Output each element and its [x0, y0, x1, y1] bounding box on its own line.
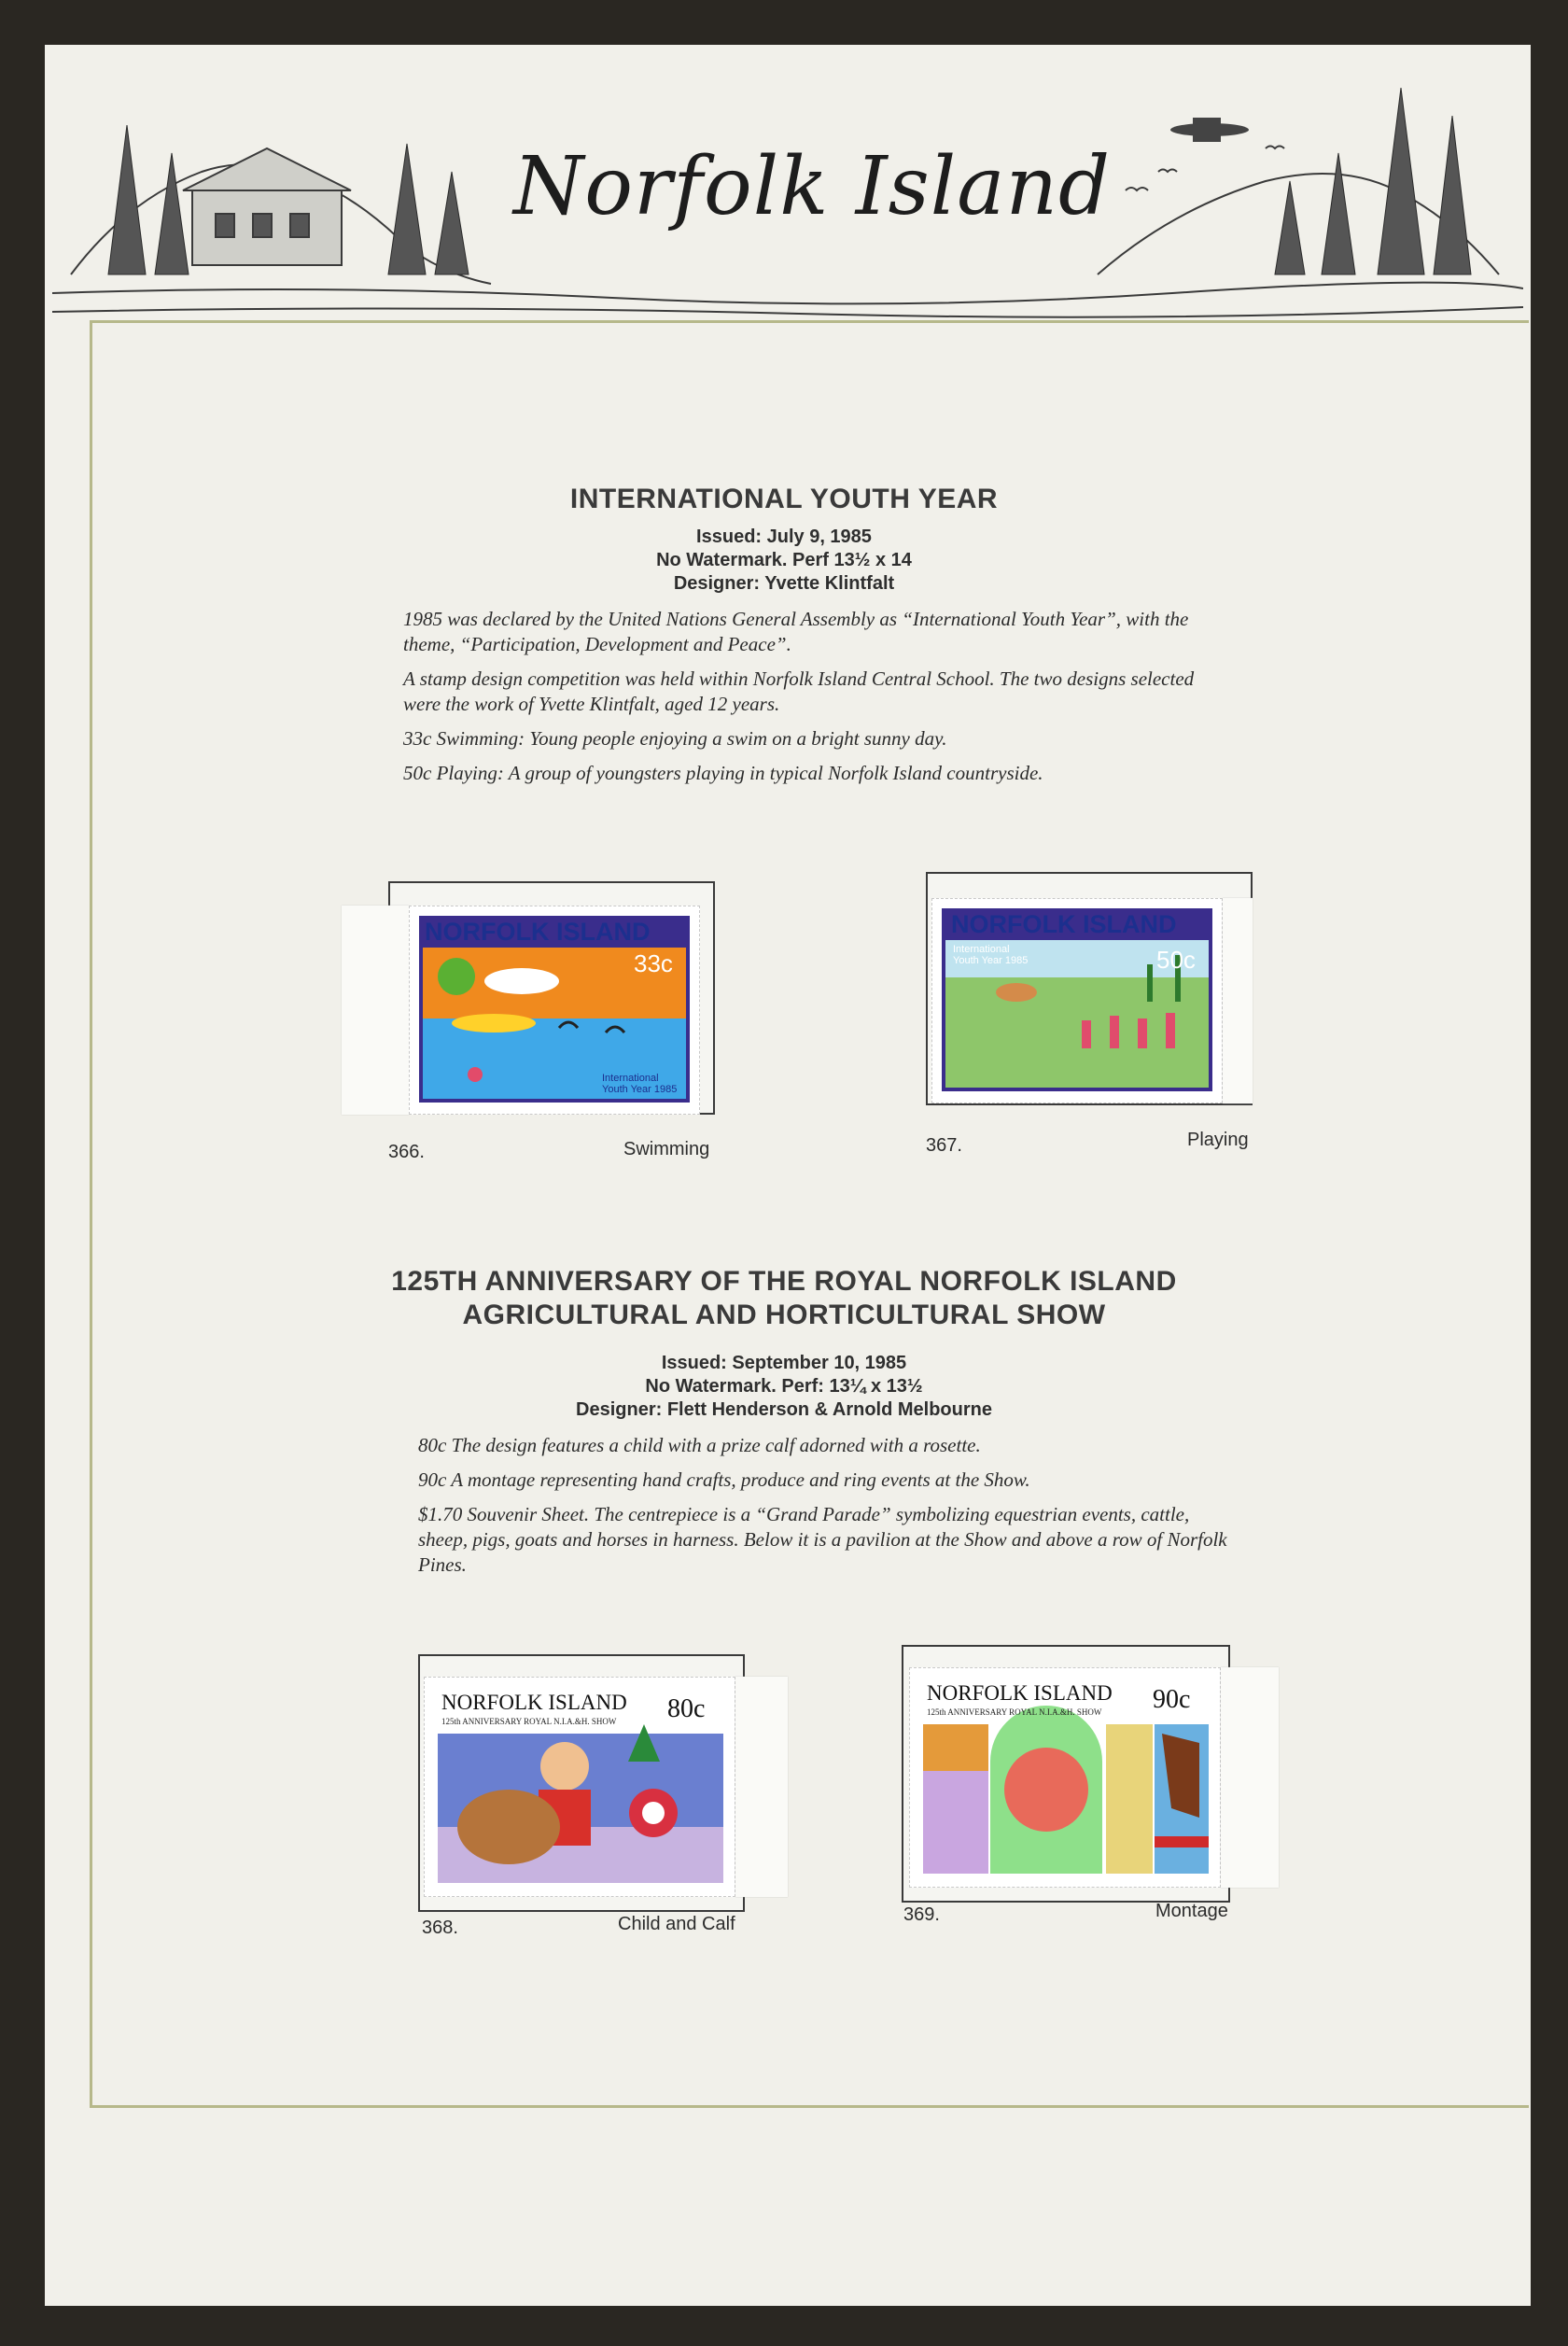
description-paragraph: A stamp design competition was held within Norfolk Island Central School. The two designs selected were the work of Yvette Klintfalt, aged 12 years.: [403, 667, 1195, 715]
stamp-369: [909, 1667, 1221, 1888]
issue-info-youth-year: [373, 526, 1195, 596]
designer: Designer: Flett Henderson & Arnold Melbourne: [576, 1399, 992, 1420]
stamp-number-368: 368.: [422, 1918, 458, 1938]
section-title-show: [336, 1265, 1232, 1332]
stamp-caption-368: Child and Calf: [618, 1914, 735, 1934]
stamp-denomination: 50c: [1156, 946, 1196, 974]
stamp-denomination: 33c: [634, 949, 673, 977]
watermark-perf: No Watermark. Perf 13½ x 14: [656, 550, 912, 570]
stamp-inscription-line: International: [602, 1073, 659, 1084]
watermark-perf: No Watermark. Perf: 13¼ x 13½: [645, 1376, 923, 1397]
description-paragraph: 33c Swimming: Young people enjoying a swim on a bright sunny day.: [403, 727, 947, 750]
stamp-number-367: 367.: [926, 1135, 962, 1156]
stamp-number-369: 369.: [903, 1904, 940, 1925]
stamp-caption-366: Swimming: [623, 1139, 710, 1159]
issued-date: Issued: September 10, 1985: [661, 1353, 907, 1373]
stamp-denomination: 80c: [667, 1694, 706, 1723]
description-youth-year: [403, 607, 1225, 795]
description-paragraph: $1.70 Souvenir Sheet. The centrepiece is a “Grand Parade” symbolizing equestrian events, cattle, sheep, pigs, goats and horses in harness. Below it is a pavilion at the Show and above a row of Norfolk Pines.: [418, 1503, 1227, 1576]
designer: Designer: Yvette Klintfalt: [673, 573, 895, 594]
stamp-country-name: NORFOLK ISLAND: [951, 910, 1177, 938]
stamp-denomination: 90c: [1153, 1685, 1191, 1714]
stamp-inscription-line: Youth Year 1985: [602, 1084, 678, 1095]
stamp-country-name: NORFOLK ISLAND: [441, 1691, 627, 1714]
stamp-selvage: [1221, 1667, 1279, 1888]
stamp-inscription-line: Youth Year 1985: [953, 955, 1029, 966]
stamp-inscription: 125th ANNIVERSARY ROYAL N.I.A.&H. SHOW: [441, 1717, 617, 1726]
stamp-inscription: [953, 944, 1028, 966]
issue-info-show: [373, 1352, 1195, 1422]
stamp-inscription-line: International: [953, 944, 1010, 955]
section-title-line: AGRICULTURAL AND HORTICULTURAL SHOW: [462, 1299, 1106, 1330]
description-show: [418, 1433, 1239, 1587]
section-title-line: 125TH ANNIVERSARY OF THE ROYAL NORFOLK ISLAND: [391, 1266, 1177, 1297]
page-title: Norfolk Island: [513, 140, 1112, 233]
description-paragraph: 1985 was declared by the United Nations General Assembly as “International Youth Year”, with the theme, “Participation, Development and Peace”.: [403, 608, 1189, 655]
stamp-caption-369: Montage: [1155, 1901, 1228, 1921]
stamp-inscription: 125th ANNIVERSARY ROYAL N.I.A.&H. SHOW: [927, 1707, 1102, 1717]
stamp-selvage: [735, 1677, 788, 1897]
stamp-selvage: [1223, 898, 1253, 1103]
stamp-country-name: NORFOLK ISLAND: [927, 1681, 1113, 1705]
section-title-youth-year: INTERNATIONAL YOUTH YEAR: [569, 484, 999, 514]
stamp-367: [931, 898, 1223, 1103]
description-paragraph: 90c A montage representing hand crafts, produce and ring events at the Show.: [418, 1468, 1030, 1491]
stamp-368: [424, 1677, 735, 1897]
stamp-366: [409, 906, 700, 1115]
stamp-country-name: NORFOLK ISLAND: [425, 918, 651, 946]
stamp-caption-367: Playing: [1187, 1130, 1249, 1150]
stamp-selvage: [342, 906, 409, 1115]
description-paragraph: 80c The design features a child with a prize calf adorned with a rosette.: [418, 1434, 981, 1456]
issued-date: Issued: July 9, 1985: [696, 527, 872, 547]
stamp-number-366: 366.: [388, 1142, 425, 1162]
stamp-inscription: [602, 1073, 677, 1095]
description-paragraph: 50c Playing: A group of youngsters playing in typical Norfolk Island countryside.: [403, 762, 1043, 784]
